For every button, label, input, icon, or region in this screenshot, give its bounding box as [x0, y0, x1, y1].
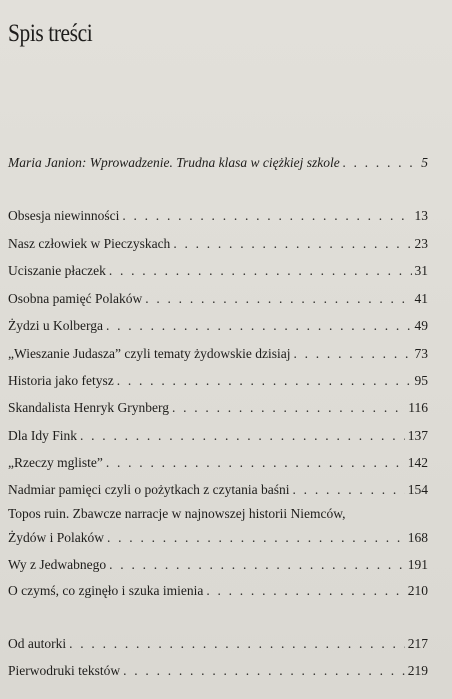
dot-leader [117, 373, 412, 389]
entry-title: Nadmiar pamięci czyli o pożytkach z czytania baśni [8, 482, 290, 497]
dot-leader [107, 530, 405, 546]
toc-entry-back [8, 663, 428, 679]
dot-leader [106, 318, 412, 334]
entry-title: Dla Idy Fink [8, 428, 77, 443]
dot-leader [206, 583, 404, 599]
entry-title: Uciszanie płaczek [8, 263, 106, 278]
toc-entry [8, 482, 428, 498]
entry-title: Skandalista Henryk Grynberg [8, 400, 169, 415]
entry-page: 5 [421, 155, 428, 170]
dot-leader [293, 346, 411, 362]
entry-title: Maria Janion: Wprowadzenie. Trudna klasa w ciężkiej szkole [8, 155, 340, 170]
entry-page: 142 [407, 455, 428, 470]
dot-leader [69, 636, 405, 652]
toc-entry-intro [8, 155, 428, 171]
dot-leader [80, 428, 405, 444]
dot-leader [173, 236, 411, 252]
toc-entry [8, 530, 428, 546]
entry-page: 217 [407, 636, 428, 651]
entry-page: 116 [408, 400, 428, 415]
entry-title: „Rzeczy mgliste” [8, 455, 103, 470]
entry-title: Osobna pamięć Polaków [8, 291, 143, 306]
entry-title: Od autorki [8, 636, 67, 651]
toc-entry [8, 428, 428, 444]
entry-title: Topos ruin. Zbawcze narracje w najnowszej historii Niemców, [8, 506, 346, 521]
entry-page: 31 [414, 263, 428, 278]
entry-title: „Wieszanie Judasza” czyli tematy żydowskie dzisiaj [8, 346, 291, 361]
entry-page: 23 [414, 236, 428, 251]
entry-page: 191 [407, 557, 428, 572]
entry-page: 41 [414, 291, 428, 306]
toc-entry [8, 583, 428, 599]
entry-page: 137 [407, 428, 428, 443]
entry-title: Pierwodruki tekstów [8, 663, 121, 678]
toc-entry [8, 455, 428, 471]
entry-page: 13 [414, 208, 428, 223]
entry-page: 154 [407, 482, 428, 497]
dot-leader [123, 663, 405, 679]
entry-title: Nasz człowiek w Pieczyskach [8, 236, 171, 251]
entry-title: Historia jako fetysz [8, 373, 114, 388]
dot-leader [109, 263, 412, 279]
entry-page: 168 [407, 530, 428, 545]
toc-entry [8, 318, 428, 334]
dot-leader [106, 455, 405, 471]
toc-entry [8, 208, 428, 224]
entry-page: 49 [414, 318, 428, 333]
entry-title: O czymś, co zginęło i szuka imienia [8, 583, 204, 598]
toc-entry-back [8, 636, 428, 652]
dot-leader [145, 291, 411, 307]
entry-page: 73 [414, 346, 428, 361]
entry-title: Żydzi u Kolberga [8, 318, 103, 333]
toc-entry [8, 346, 428, 362]
dot-leader [343, 155, 419, 171]
toc-entry [8, 263, 428, 279]
dot-leader [172, 400, 405, 416]
entry-title: Obsesja niewinności [8, 208, 120, 223]
toc-entry [8, 236, 428, 252]
entry-title-continuation: Żydów i Polaków [8, 530, 104, 545]
toc-entry [8, 400, 428, 416]
page-title: Spis treści [8, 20, 93, 47]
dot-leader [122, 208, 411, 224]
entry-page: 219 [407, 663, 428, 678]
entry-page: 210 [407, 583, 428, 598]
entry-page: 95 [414, 373, 428, 388]
toc-entry [8, 557, 428, 573]
dot-leader [293, 482, 405, 498]
dot-leader [109, 557, 405, 573]
toc-entry [8, 373, 428, 389]
entry-title: Wy z Jedwabnego [8, 557, 107, 572]
toc-entry [8, 291, 428, 307]
